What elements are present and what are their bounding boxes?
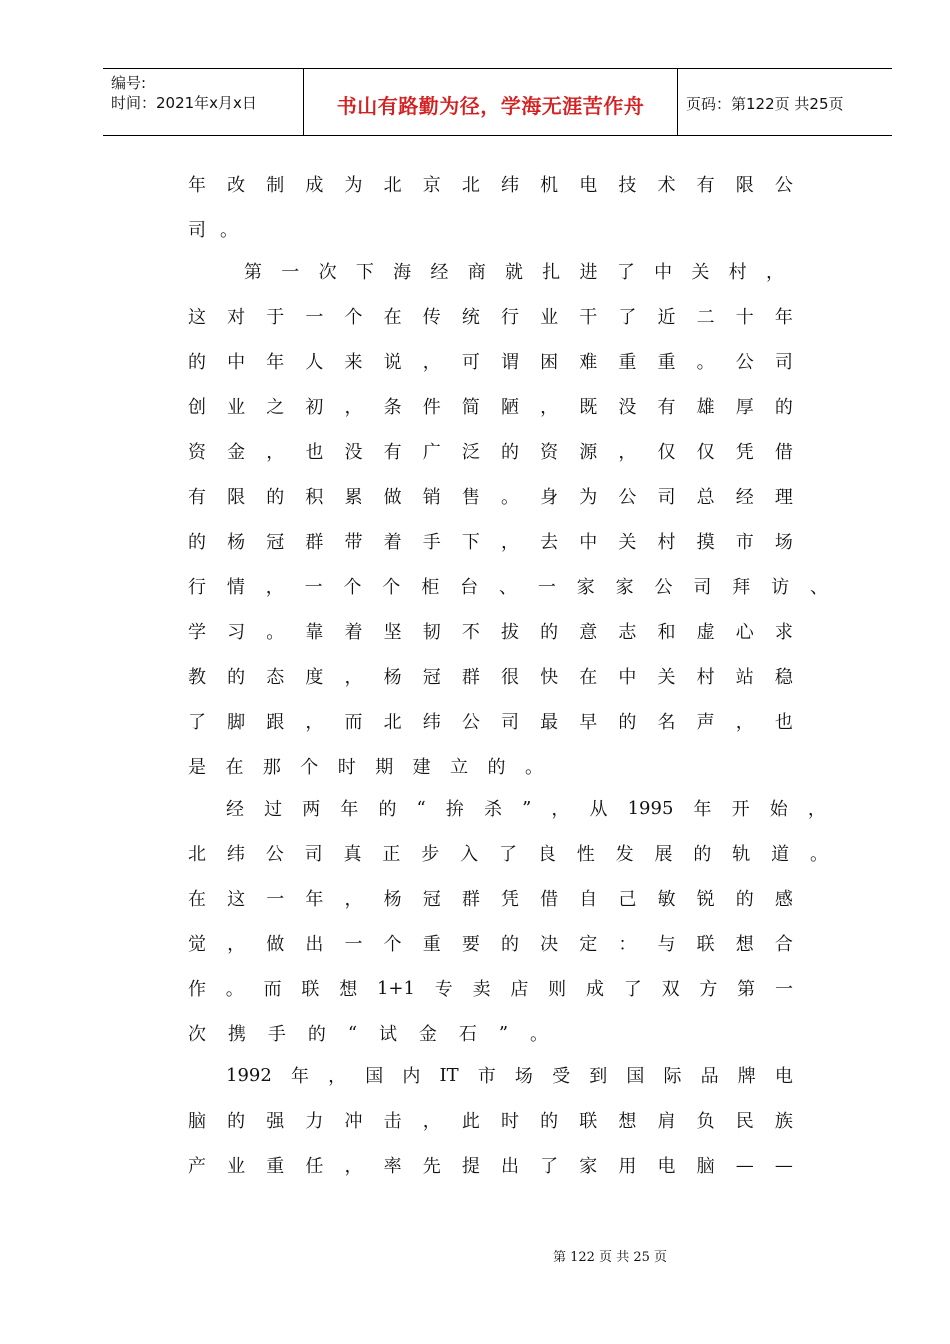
text-line: 在 这 一 年 ， 杨 冠 群 凭 借 自 己 敏 锐 的 感 [188,889,793,910]
text-line: 了 脚 跟 ， 而 北 纬 公 司 最 早 的 名 声 ， 也 [188,712,793,733]
text-line: 北 纬 公 司 真 正 步 入 了 良 性 发 展 的 轨 道 。 [188,844,828,865]
number-label: 编号: [111,74,147,92]
time-label: 时间：2021年x月x日 [111,94,257,112]
text-line: 觉 ， 做 出 一 个 重 要 的 决 定 ： 与 联 想 合 [188,934,793,955]
text-line: 这 对 于 一 个 在 传 统 行 业 干 了 近 二 十 年 [188,307,793,328]
text-line: 教 的 态 度 ， 杨 冠 群 很 快 在 中 关 村 站 稳 [188,667,793,688]
text-line: 行 情 ， 一 个 个 柜 台 、 一 家 家 公 司 拜 访 、 [188,577,828,598]
text-line: 司 。 [188,220,238,241]
text-line: 1992 年 ， 国 内 IT 市 场 受 到 国 际 品 牌 电 [226,1064,793,1087]
text-line: 年 改 制 成 为 北 京 北 纬 机 电 技 术 有 限 公 [188,175,793,196]
text-line: 有 限 的 积 累 做 销 售 。 身 为 公 司 总 经 理 [188,487,793,508]
text-line: 脑 的 强 力 冲 击 ， 此 时 的 联 想 肩 负 民 族 [188,1111,793,1132]
text-line: 第 一 次 下 海 经 商 就 扎 进 了 中 关 村 ， [244,262,784,283]
header-page-info: 页码：第122页 共25页 [686,95,844,113]
text-line: 创 业 之 初 ， 条 件 简 陋 ， 既 没 有 雄 厚 的 [188,397,793,418]
text-line: 次 携 手 的 “ 试 金 石 ” 。 [188,1022,548,1045]
text-line: 资 金 ， 也 没 有 广 泛 的 资 源 ， 仅 仅 凭 借 [188,442,793,463]
text-line: 学 习 。 靠 着 坚 韧 不 拔 的 意 志 和 虚 心 求 [188,622,793,643]
text-line: 作 。 而 联 想 1+1 专 卖 店 则 成 了 双 方 第 一 [188,977,793,1000]
motto-text: 书山有路勤为径，学海无涯苦作舟 [336,94,645,118]
text-line: 是 在 那 个 时 期 建 立 的 。 [188,757,543,778]
text-line: 经 过 两 年 的 “ 拚 杀 ” ， 从 1995 年 开 始 ， [226,797,826,820]
text-line: 的 中 年 人 来 说 ， 可 谓 困 难 重 重 。 公 司 [188,352,793,373]
text-line: 产 业 重 任 ， 率 先 提 出 了 家 用 电 脑 — — [188,1154,793,1177]
page-footer: 第 122 页 共 25 页 [552,1250,668,1265]
text-line: 的 杨 冠 群 带 着 手 下 ， 去 中 关 村 摸 市 场 [188,532,793,553]
